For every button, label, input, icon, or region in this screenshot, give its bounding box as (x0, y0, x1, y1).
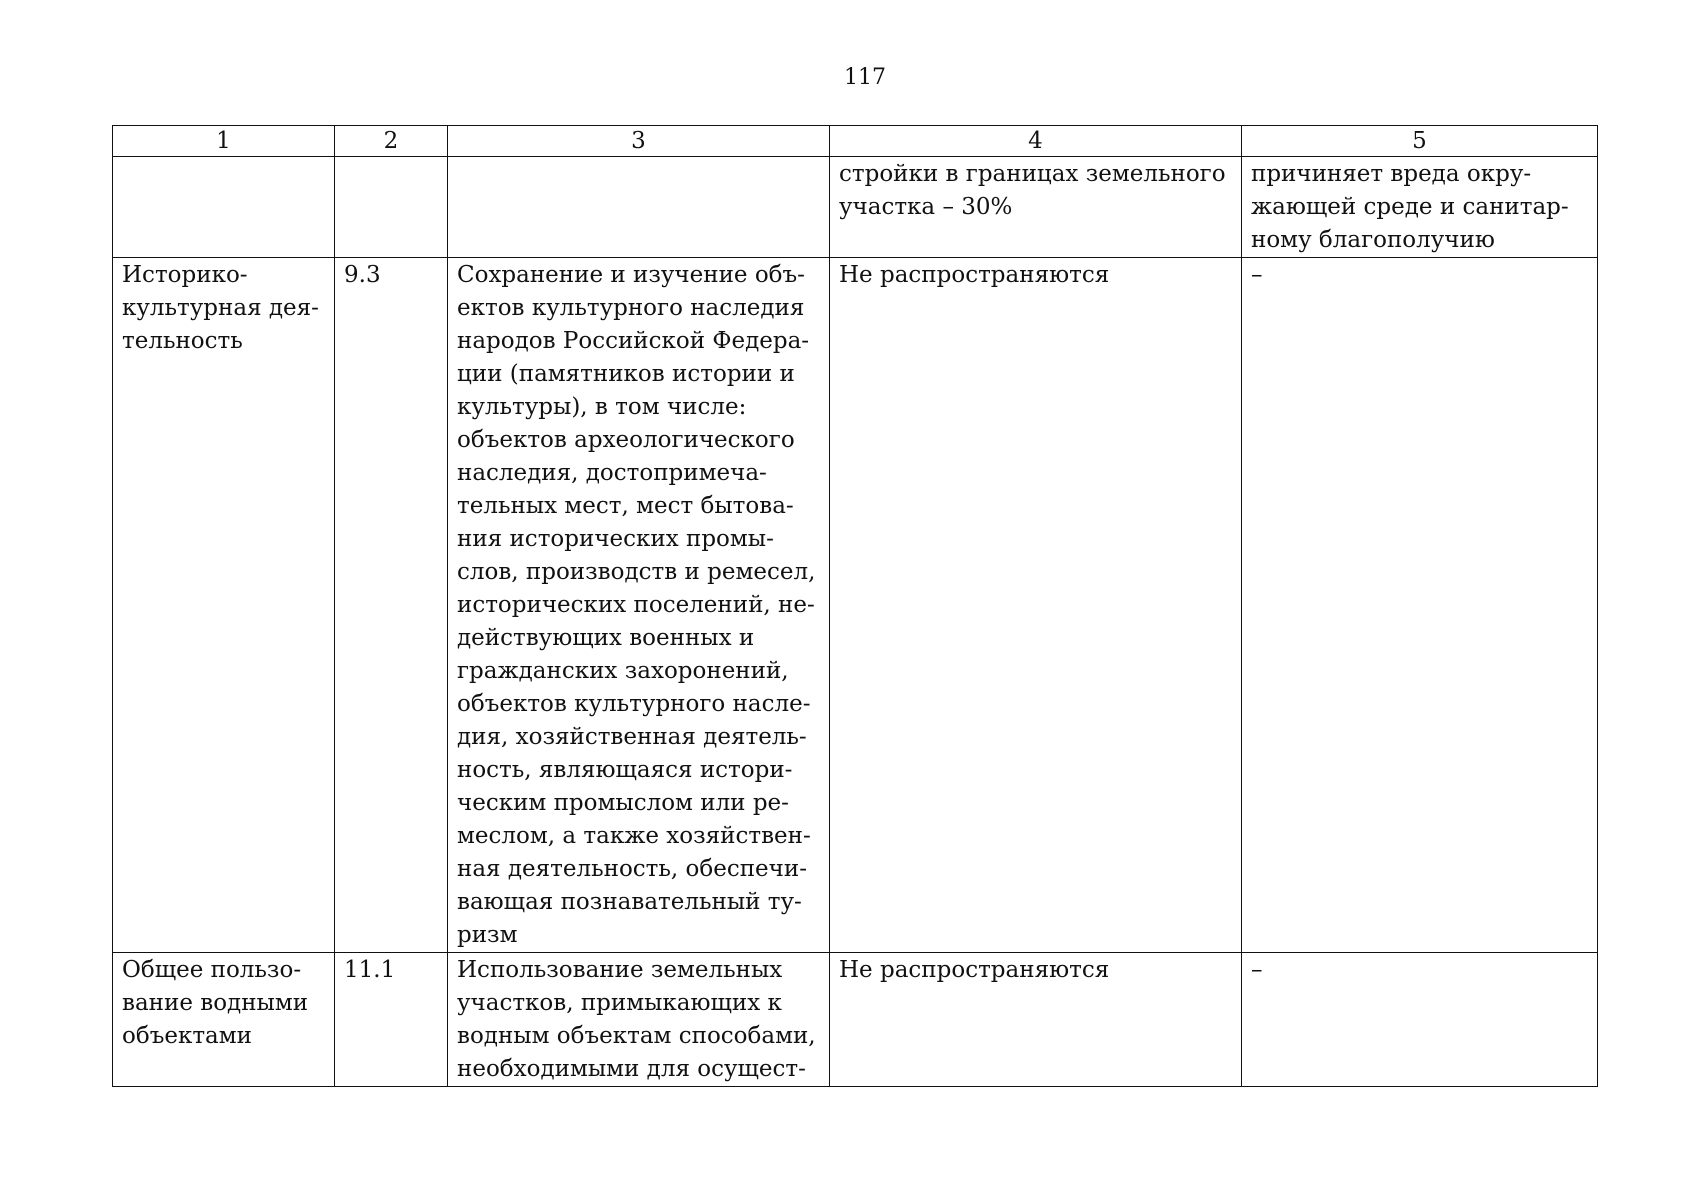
cell-name: Общее пользо- вание водными объектами (113, 953, 335, 1087)
cell-description: Сохранение и изучение объ- ектов культурного наследия народов Российской Федера- ции (памятников истории и культуры), в том числе: объектов археологического наследия, достопримеча- тельных мест, мест бытова- ния исторических промы- слов, производств и ремесел, исторических поселений, не- действующих военных и гражданских захоронений, объектов культурного насле- дия, хозяйственная деятель- ность, являющаяся истори- ческим промыслом или ре- меслом, а также хозяйствен- ная деятельность, обеспечи- вающая познавательный ту- ризм (448, 258, 830, 953)
table-row (113, 157, 1598, 258)
column-header-5: 5 (1242, 126, 1598, 157)
column-header-4: 4 (830, 126, 1242, 157)
cell-code (335, 157, 448, 258)
table-header-row (113, 126, 1598, 157)
cell-restrictions: – (1242, 258, 1598, 953)
column-header-1: 1 (113, 126, 335, 157)
cell-name: Историко- культурная дея- тельность (113, 258, 335, 953)
cell-restrictions: причиняет вреда окру- жающей среде и санитар- ному благополучию (1242, 157, 1598, 258)
column-header-2: 2 (335, 126, 448, 157)
table-row (113, 258, 1598, 953)
cell-params: стройки в границах земельного участка – 30% (830, 157, 1242, 258)
cell-code: 11.1 (335, 953, 448, 1087)
column-header-3: 3 (448, 126, 830, 157)
table-row (113, 953, 1598, 1087)
cell-name (113, 157, 335, 258)
cell-params: Не распространяются (830, 258, 1242, 953)
cell-description (448, 157, 830, 258)
cell-restrictions: – (1242, 953, 1598, 1087)
regulations-table (112, 125, 1598, 1087)
cell-description: Использование земельных участков, примыкающих к водным объектам способами, необходимыми для осущест- (448, 953, 830, 1087)
cell-params: Не распространяются (830, 953, 1242, 1087)
cell-code: 9.3 (335, 258, 448, 953)
page-number: 117 (844, 65, 886, 90)
